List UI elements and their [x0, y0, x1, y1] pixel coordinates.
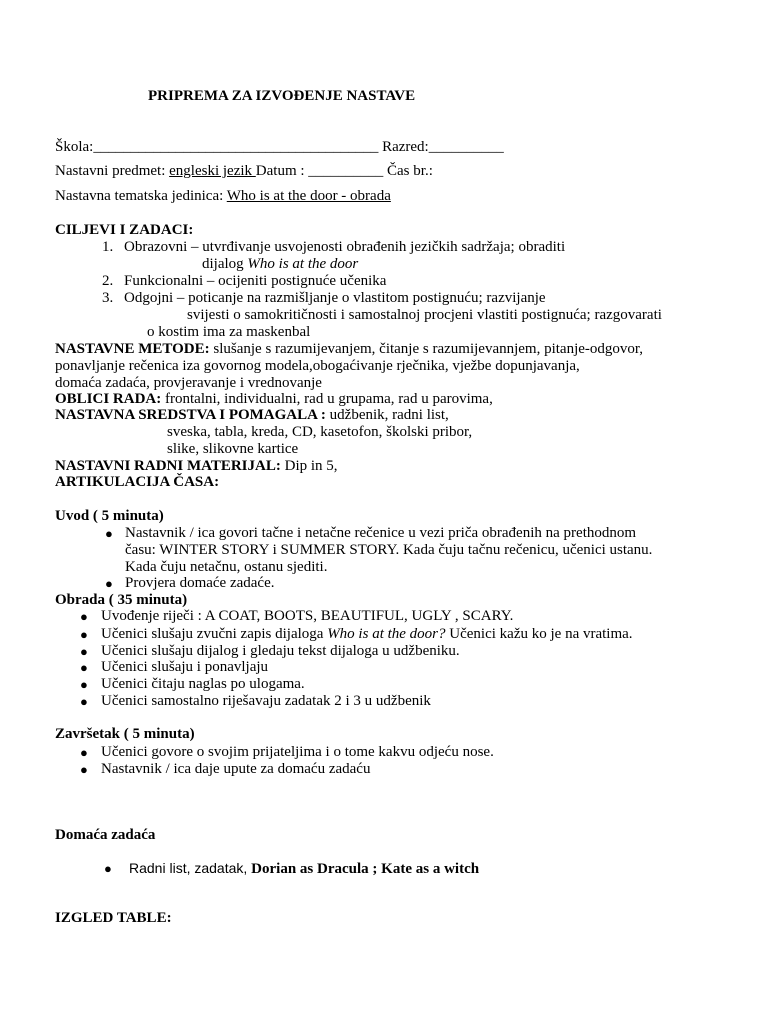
uvod-heading: Uvod ( 5 minuta) [55, 508, 164, 524]
obrada-item-2: Učenici slušaju zvučni zapis dijaloga Who is at the door? Učenici kažu ko je na vratima. [101, 626, 633, 642]
oblici-line: OBLICI RADA: frontalni, individualni, rad u grupama, rad u parovima, [55, 391, 493, 407]
izgled-heading: IZGLED TABLE: [55, 910, 172, 926]
bullet-icon: ● [105, 576, 113, 591]
bullet-icon: ● [80, 660, 88, 675]
bullet-icon: ● [80, 694, 88, 709]
metode-line-3: domaća zadaća, provjeravanje i vrednovanje [55, 375, 322, 391]
ciljevi-item-1-cont: dijalog Who is at the door [202, 256, 359, 272]
uvod-item-1-line-1: Nastavnik / ica govori tačne i netačne rečenice u vezi priča obrađenih na prethodnom [125, 525, 637, 541]
materijal-label: NASTAVNI RADNI MATERIJAL: [55, 458, 281, 474]
metode-label: NASTAVNE METODE: [55, 341, 210, 357]
predmet-line [55, 163, 433, 180]
metode-line-1: NASTAVNE METODE: slušanje s razumijevanjem, čitanje s razumijevannjem, pitanje-odgovor, [55, 341, 644, 357]
obrada-item-5: Učenici čitaju naglas po ulogama. [101, 676, 305, 692]
bullet-icon: ● [80, 745, 88, 760]
uvod-item-2: Provjera domaće zadaće. [125, 575, 275, 591]
domaca-item: Radni list, zadatak, Dorian as Dracula ; Kate as a witch [129, 860, 480, 877]
bullet-icon: ● [80, 609, 88, 624]
metode-line-2: ponavljanje rečenica iza govornog modela,obogaćivanje rječnika, vježbe dopunjavanja, [55, 358, 580, 374]
predmet-label: Nastavni predmet: [55, 163, 170, 179]
skola-razred-line: Škola:______________________________________ Razred:__________ [55, 139, 504, 155]
jedinica-label: Nastavna tematska jedinica: [55, 188, 227, 204]
bullet-icon: ● [80, 627, 88, 642]
materijal-line: NASTAVNI RADNI MATERIJAL: Dip in 5, [55, 458, 338, 474]
ciljevi-item-3-cont1: svijesti o samokritičnosti i samostalnoj procjeni vlastiti postignuća; razgovarati [187, 307, 662, 323]
domaca-heading: Domaća zadaća [55, 827, 156, 843]
sredstva-line-1: NASTAVNA SREDSTVA I POMAGALA : udžbenik, radni list, [55, 407, 449, 423]
uvod-item-1-line-2: času: WINTER STORY i SUMMER STORY. Kada čuju tačnu rečenicu, učenici ustanu. [125, 542, 653, 558]
sredstva-line-2: sveska, tabla, kreda, CD, kasetofon, školski pribor, [167, 424, 473, 440]
ciljevi-item-3-cont2: o kostim ima za maskenbal [147, 324, 311, 340]
artikulacija-heading: ARTIKULACIJA ČASA: [55, 474, 220, 490]
jedinica-line [55, 188, 391, 205]
sredstva-label: NASTAVNA SREDSTVA I POMAGALA : [55, 407, 326, 423]
sredstva-line-3: slike, slikovne kartice [167, 441, 299, 457]
ciljevi-num-3: 3. [102, 290, 114, 306]
oblici-label: OBLICI RADA: [55, 391, 162, 407]
zavrsetak-item-1: Učenici govore o svojim prijateljima i o tome kakvu odjeću nose. [101, 744, 494, 760]
bullet-icon: ● [80, 762, 88, 777]
obrada-item-4: Učenici slušaju i ponavljaju [101, 659, 269, 675]
obrada-heading: Obrada ( 35 minuta) [55, 592, 188, 608]
ciljevi-heading: CILJEVI I ZADACI: [55, 222, 194, 238]
bullet-icon: ● [104, 861, 112, 876]
bullet-icon: ● [105, 526, 113, 541]
ciljevi-num-2: 2. [102, 273, 114, 289]
zavrsetak-heading: Završetak ( 5 minuta) [55, 726, 195, 742]
jedinica-value: Who is at the door - obrada [226, 188, 391, 204]
ciljevi-num-1: 1. [102, 239, 114, 255]
obrada-item-3: Učenici slušaju dijalog i gledaju tekst dijaloga u udžbeniku. [101, 643, 460, 659]
page-title: PRIPREMA ZA IZVOĐENJE NASTAVE [148, 88, 416, 104]
ciljevi-item-2: Funkcionalni – ocijeniti postignuće učenika [124, 273, 387, 289]
bullet-icon: ● [80, 644, 88, 659]
ciljevi-item-1: Obrazovni – utvrđivanje usvojenosti obrađenih jezičkih sadržaja; obraditi [124, 239, 566, 255]
obrada-item-6: Učenici samostalno riješavaju zadatak 2 i 3 u udžbenik [101, 693, 431, 709]
zavrsetak-item-2: Nastavnik / ica daje upute za domaću zadaću [101, 761, 371, 777]
predmet-value: engleski jezik [169, 163, 256, 179]
datum-cas: Datum : __________ Čas br.: [255, 163, 433, 179]
ciljevi-item-3: Odgojni – poticanje na razmišljanje o vlastitom postignuću; razvijanje [124, 290, 546, 306]
uvod-item-1-line-3: Kada čuju netačnu, ostanu sjediti. [125, 559, 328, 575]
obrada-item-1: Uvođenje riječi : A COAT, BOOTS, BEAUTIFUL, UGLY , SCARY. [101, 608, 514, 624]
bullet-icon: ● [80, 677, 88, 692]
